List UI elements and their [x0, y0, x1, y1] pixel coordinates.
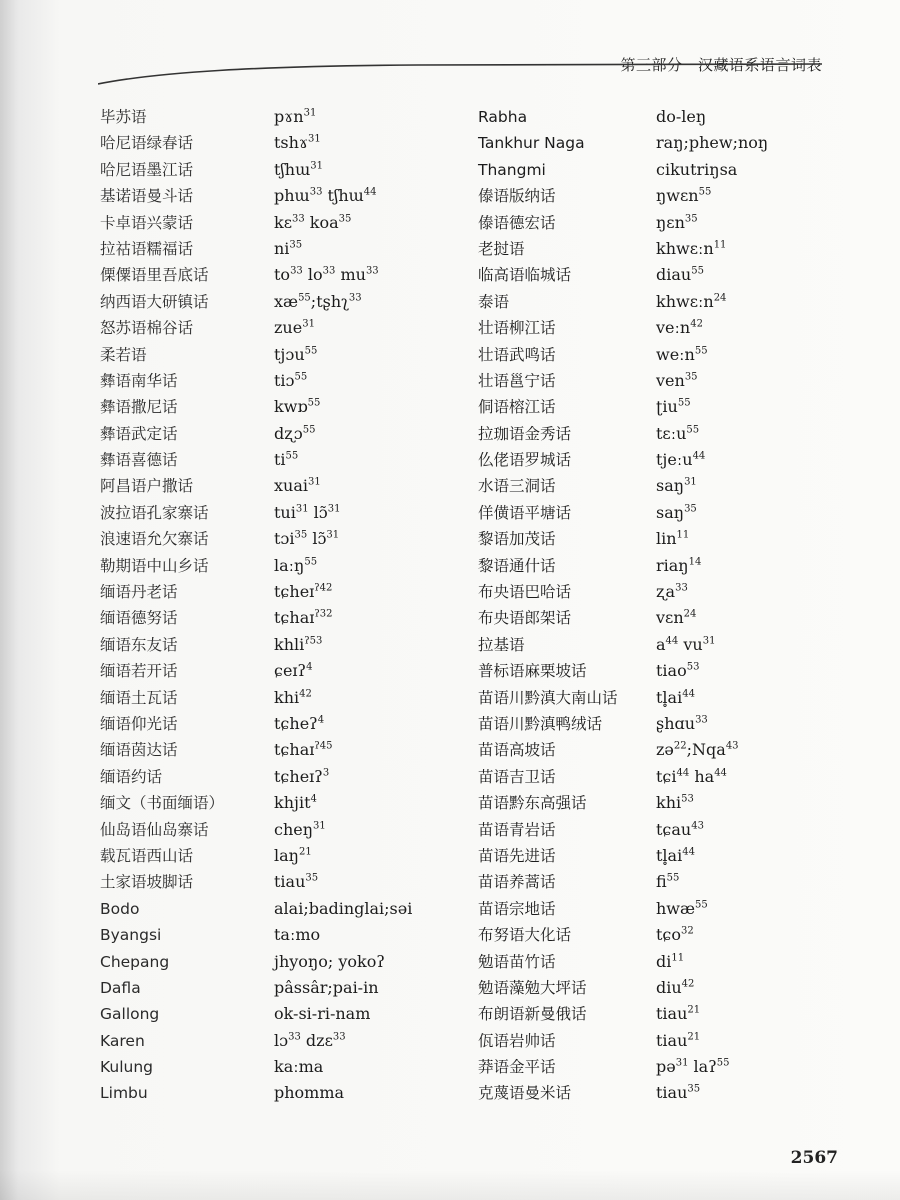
language-name: 普标语麻栗坡话 [478, 662, 587, 681]
language-name: 缅语约话 [100, 767, 163, 786]
language-name: 苗语川黔滇大南山话 [478, 688, 618, 707]
word-form: khjit$^4$ [274, 793, 317, 813]
word-form: tɕhaɪ$^{ʔ45}$ [274, 740, 333, 760]
language-name: 壮语邕宁话 [478, 371, 556, 390]
word-form: tɕheʔ$^4$ [274, 713, 325, 733]
language-name: 临高语临城话 [478, 266, 572, 285]
language-name: 怒苏语棉谷话 [100, 319, 194, 338]
language-name: Limbu [100, 1084, 148, 1103]
word-form: tiɔ$^{55}$ [274, 370, 308, 390]
word-form: tiao$^{53}$ [656, 661, 700, 681]
word-form: tiau$^{35}$ [656, 1083, 701, 1103]
word-form: tʃhɯ$^{31}$ [274, 159, 323, 179]
word-form: tɕau$^{43}$ [656, 819, 704, 839]
word-form: kɛ$^{33}$ koa$^{35}$ [274, 212, 352, 232]
language-name: 佯僙语平塘话 [478, 503, 572, 522]
word-form: phomma [274, 1083, 345, 1103]
language-name: 缅语丹老话 [100, 583, 178, 602]
word-form: hwæ$^{55}$ [656, 898, 708, 918]
word-form: saŋ$^{31}$ [656, 476, 697, 496]
language-name: 仫佬语罗城话 [478, 451, 572, 470]
word-form: tjɔu$^{55}$ [274, 344, 318, 364]
language-name: 布央语巴哈话 [478, 583, 572, 602]
column-word-forms-1 [274, 104, 474, 1107]
language-name: 缅语德努话 [100, 609, 178, 628]
word-form: khi$^{53}$ [656, 793, 694, 813]
word-form: $a^{44}$ $vu^{31}$ [656, 634, 716, 654]
language-name: 克蔑语曼米话 [478, 1084, 572, 1103]
language-name: 缅文（书面缅语） [100, 794, 225, 813]
word-form: taːmo [274, 925, 321, 945]
word-form: laːŋ$^{55}$ [274, 555, 318, 575]
word-form: tiau$^{21}$ [656, 1030, 701, 1050]
language-name: 哈尼语绿春话 [100, 134, 194, 153]
language-name: 苗语黔东高强话 [478, 794, 587, 813]
word-form: tɕo$^{32}$ [656, 925, 694, 945]
language-name: 苗语青岩话 [478, 820, 556, 839]
language-name: 毕苏语 [100, 108, 147, 126]
word-form: ŋɛn$^{35}$ [656, 212, 698, 232]
word-form: tɔi$^{35}$ lɔ̃$^{31}$ [274, 529, 340, 549]
language-name: 壮语武鸣话 [478, 345, 556, 364]
page-shadow [0, 1170, 900, 1200]
word-form: ʈiu$^{55}$ [656, 397, 691, 417]
language-name: 勒期语中山乡话 [100, 556, 209, 575]
language-name: 勉语藻勉大坪话 [478, 978, 587, 997]
word-form: tui$^{31}$ lɔ̃$^{31}$ [274, 502, 341, 522]
word-form: pɤn$^{31}$ [274, 107, 317, 126]
word-form: lɔ$^{33}$ dzɛ$^{33}$ [274, 1030, 346, 1050]
language-name: 莽语金平话 [478, 1058, 556, 1077]
word-form: tɕheɪʔ$^3$ [274, 766, 330, 786]
word-form: $ti^{55}$ [274, 450, 299, 470]
word-form: $di^{11}$ [656, 951, 685, 971]
language-name: 苗语川黔滇鸭绒话 [478, 714, 603, 733]
language-name: 壮语柳江话 [478, 319, 556, 338]
word-form: riaŋ$^{14}$ [656, 555, 702, 575]
language-name: Dafla [100, 978, 141, 997]
language-name: 彝语喜德话 [100, 451, 178, 470]
language-name: Rabha [478, 108, 528, 126]
language-name: 哈尼语墨江话 [100, 160, 194, 179]
language-name: 勉语苗竹话 [478, 952, 556, 971]
language-name: 苗语先进话 [478, 846, 556, 865]
language-name: 缅语若开话 [100, 662, 178, 681]
word-form: khwɛːn$^{11}$ [656, 238, 727, 258]
word-form: dʐɔ$^{55}$ [274, 423, 316, 443]
word-form: tɛːu$^{55}$ [656, 423, 700, 443]
word-form: khli$^{ʔ53}$ [274, 634, 323, 654]
language-name: Bodo [100, 899, 140, 918]
language-name: Chepang [100, 952, 170, 971]
word-form: $to^{33}$ $lo^{33}$ $mu^{33}$ [274, 265, 379, 285]
language-name: 苗语宗地话 [478, 899, 556, 918]
word-form: $tl̥ai^{44}$ [656, 845, 695, 865]
language-name: Gallong [100, 1005, 160, 1024]
header-rule [98, 62, 822, 86]
language-name: Kulung [100, 1058, 154, 1077]
word-form: kwɒ$^{55}$ [274, 397, 321, 417]
language-name: 水语三洞话 [478, 477, 556, 496]
language-name: Tankhur Naga [478, 134, 585, 153]
word-form: veːn$^{42}$ [656, 318, 703, 338]
language-name: 苗语吉卫话 [478, 767, 556, 786]
word-form: saŋ$^{35}$ [656, 502, 697, 522]
word-form: laŋ$^{21}$ [274, 845, 312, 865]
word-form: pə$^{31}$ laʔ$^{55}$ [656, 1057, 730, 1077]
word-form: lin$^{11}$ [656, 529, 690, 549]
word-form: ŋwɛn$^{55}$ [656, 186, 712, 206]
language-name: Thangmi [478, 160, 546, 179]
word-form: do-leŋ [656, 107, 707, 126]
language-name: 苗语高坡话 [478, 741, 556, 760]
language-name: 柔若语 [100, 345, 147, 364]
word-form: zə$^{22}$;Nqa$^{43}$ [656, 740, 739, 760]
word-form: khi$^{42}$ [274, 687, 312, 707]
language-name: 佤语岩帅话 [478, 1031, 556, 1050]
word-form: tɕi$^{44}$ $ha^{44}$ [656, 766, 727, 786]
word-form: tshɤ$^{31}$ [274, 133, 321, 153]
language-name: 泰语 [478, 292, 510, 311]
word-form: jhyoŋo; yokoʔ [274, 951, 385, 971]
word-form: diu$^{42}$ [656, 977, 695, 997]
language-name: 载瓦语西山话 [100, 846, 194, 865]
word-form: cikutriŋsa [656, 159, 738, 179]
word-form: khwɛːn$^{24}$ [656, 291, 727, 311]
word-form: tiau$^{35}$ [274, 872, 319, 892]
word-form: $tl̥ai^{44}$ [656, 687, 695, 707]
language-name: 卡卓语兴蒙话 [100, 213, 194, 232]
language-name: 彝语南华话 [100, 371, 178, 390]
word-form: $xæ^{55};tʂhʅ^{33}$ [274, 291, 362, 311]
language-name: 布朗语新曼俄话 [478, 1005, 587, 1024]
language-name: 仙岛语仙岛寨话 [100, 820, 209, 839]
word-form: tɕheɪ$^{ʔ42}$ [274, 582, 333, 602]
language-name: 侗语榕江话 [478, 398, 556, 417]
word-form: ɕeɪʔ$^4$ [274, 661, 313, 681]
word-form: ʂhɑu$^{33}$ [656, 713, 708, 733]
word-form: diau$^{55}$ [656, 265, 704, 285]
language-name: 浪速语允欠寨话 [100, 530, 209, 549]
word-form: alai;badinglai;səi [274, 898, 413, 918]
word-form: weːn$^{55}$ [656, 344, 708, 364]
language-name: 缅语东友话 [100, 635, 178, 654]
language-name: 拉基语 [478, 635, 525, 654]
language-name: 缅语仰光话 [100, 714, 178, 733]
language-name: 老挝语 [478, 239, 525, 258]
language-name: 苗语养蒿话 [478, 873, 556, 892]
language-name: 波拉语孔家寨话 [100, 503, 209, 522]
word-form: $fi^{55}$ [656, 872, 680, 892]
language-name: 黎语通什话 [478, 556, 556, 575]
language-name: 缅语土瓦话 [100, 688, 178, 707]
language-name: 纳西语大研镇话 [100, 292, 209, 311]
language-name: Karen [100, 1031, 145, 1050]
word-form: ok-si-ri-nam [274, 1004, 371, 1024]
word-form: tiau$^{21}$ [656, 1004, 701, 1024]
page-number: 2567 [790, 1148, 838, 1168]
language-name: 彝语撒尼话 [100, 398, 178, 417]
word-form: tɕhaɪ$^{ʔ32}$ [274, 608, 333, 628]
column-language-names-2 [478, 104, 653, 1107]
language-name: 基诺语曼斗话 [100, 187, 194, 206]
language-name: 阿昌语户撒话 [100, 477, 194, 496]
word-form: kaːma [274, 1057, 324, 1077]
word-form: pâssâr;pai-in [274, 977, 379, 997]
column-language-names-1 [100, 104, 270, 1107]
language-name: 拉珈语金秀话 [478, 424, 572, 443]
word-form: cheŋ$^{31}$ [274, 819, 326, 839]
word-form: phɯ$^{33}$ tʃhɯ$^{44}$ [274, 186, 377, 206]
word-form: raŋ;phew;noŋ [656, 133, 769, 153]
language-name: 黎语加茂话 [478, 530, 556, 549]
word-form: $ni^{35}$ [274, 238, 303, 258]
word-form: zue$^{31}$ [274, 318, 315, 338]
language-name: 傣语版纳话 [478, 187, 556, 206]
language-name: 彝语武定话 [100, 424, 178, 443]
language-name: 土家语坡脚话 [100, 873, 194, 892]
language-name: 傣语德宏话 [478, 213, 556, 232]
language-name: 缅语茵达话 [100, 741, 178, 760]
language-name: 布努语大化话 [478, 926, 572, 945]
column-word-forms-2 [656, 104, 826, 1107]
word-form: xuai$^{31}$ [274, 476, 321, 496]
language-name: 拉祜语糯福话 [100, 239, 194, 258]
word-form: ʐa$^{33}$ [656, 582, 688, 602]
language-name: Byangsi [100, 926, 162, 945]
word-form: vɛn$^{24}$ [656, 608, 697, 628]
language-name: 布央语郎架话 [478, 609, 572, 628]
language-name: 傈僳语里吾底话 [100, 266, 209, 285]
word-form: ven$^{35}$ [656, 370, 698, 390]
word-form: tjeːu$^{44}$ [656, 450, 706, 470]
running-header: 第三部分 汉藏语系语言词表 [620, 56, 822, 74]
